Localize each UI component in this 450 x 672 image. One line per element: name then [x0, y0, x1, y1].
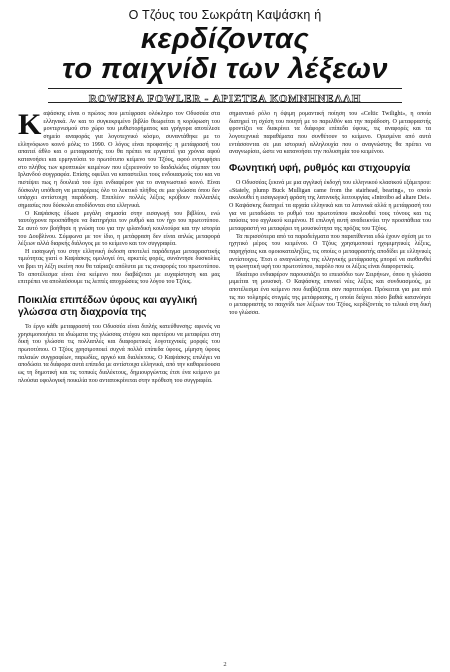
paragraph-text: αψάσκης είναι ο πρώτος που μετέφρασε ολόκληρο τον Οδυσσέα στα ελληνικά. Αν και το συγκεκριμένο βιβλίο θεωρείται η κορύφωση του μοντερνισμού στο χώρο του μυθιστορήματος και γρήγορα αποτέλεσε σημείο αναφοράς για λογοτεχνικό κόσμο, συναντάθηκε με το ελληνόφωνο κοινό μόλις το 1990. Ο λόγος είναι προφανής: η μετάφρασή του απαιτεί άθλο και ο μεταφραστής του θα πρέπει να εργαστεί για χρόνια αφού κατανοήσει και ερμηνεύσει το πρωτότυπο κείμενο του Τζόυς, αφού εντρυφήσει στο πλήθος των κρυπτικών κειμένων που εξερευνούν το δαιδαλώδες σύμπαν του Ιρλανδού συγγραφέα. Επίσης οφείλει να καταστείλει τους ενδοιασμούς του και να πιστέψει πως η δουλειά του έχει ενδιαφέρον για το αναγνωστικό κοινό. Είναι δύσκολη υπόθεση να μεταφέρεις όλο το λεκτικό πλήθος σε μια γλώσσα όπου δεν υπάρχει αντίστοιχη παράδοση. Επιπλέον πολλές λέξεις κρύβουν πολλαπλές σημασίες που δύσκολα αποδίδονται στα ελληνικά. [18, 111, 220, 209]
article-kicker: Ο Τζόυς του Σωκράτη Καψάσκη ή [128, 8, 322, 22]
byline-bar [48, 88, 402, 103]
byline: ROWENA FOWLER - ΑΡΙΣΤΕΑ ΚΟΜΝΗΝΕΛΛΗ [88, 93, 362, 103]
paragraph: Ο Καψάσκης έδωσε μεγάλη σημασία στην εισαγωγή του βιβλίου, ενώ ταυτόχρονα προσπάθησε να διατηρήσει τον ρυθμό και τον ήχο του πρωτοτύπου. Σε αυτό τον βοήθησε η γνώση του για την ιρλανδική κουλτούρα και την ιστορία του Δουβλίνου. Σύμφωνα με τον ίδιο, η μετάφραση δεν είναι απλώς μεταφορά λέξεων αλλά διαρκής διάλογος με το κείμενο και τον συγγραφέα. [18, 210, 220, 248]
paragraph [18, 108, 220, 211]
paragraph: Ιδιαίτερο ενδιαφέρον παρουσιάζει το επεισόδιο των Σειρήνων, όπου η γλώσσα μιμείται τη μουσική. Ο Καψάσκης επινοεί νέες λέξεις και συνδυασμούς, με αποτέλεσμα ένα κείμενο που διαβάζεται σαν παρτιτούρα. Πρόκειται για μια από τις πιο τολμηρές στιγμές της μετάφρασης, η οποία δείχνει πόσο βαθιά κατανόησε ο μεταφραστής το παιχνίδι των λέξεων του Τζόυς, κερδίζοντάς το τελικά στη δική του γλώσσα. [229, 271, 431, 317]
section-heading: Ποικιλία επιπέδων ύφους και αγγλική γλώσσα στη διαχρονία της [18, 295, 198, 319]
paragraph: Το έργο κάθε μεταφραστή του Οδυσσέα είναι διπλής κατεύθυνσης: αφενός να χρησιμοποιήσει τα ιδιώματα της γλώσσας στόχου και αφετέρου να μεταφέρει στη δική του γλώσσα τις πολλαπλές και διαφορετικές λογοτεχνικές μορφές του πρωτοτύπου. Ο Τζόυς χρησιμοποιεί συχνά πολλά επίπεδα ύφους, μίμηση ύφους παλαιών συγγραφέων, παρωδίες, αργκό και διαλέκτους. Ο Καψάσκης επιλέγει να αποδώσει τα διάφορα αυτά επίπεδα με αντίστοιχα ελληνικά, από την καθαρεύουσα ως τη δημοτική και τις τοπικές διαλέκτους, δημιουργώντας έτσι ένα κείμενο με πλούσια υφολογική ποικιλία που ανταποκρίνεται στην πρόθεση του συγγραφέα. [18, 324, 220, 384]
article-title [18, 24, 432, 84]
paragraph: Τα περισσότερα από τα παραδείγματα που παρατίθενται εδώ έχουν σχέση με το ηχητικό μέρος του κειμένου. Ο Τζόυς χρησιμοποιεί ηχομιμητικές λέξεις, παρηχήσεις και ομοιοκαταληξίες, τις οποίες ο μεταφραστής αποδίδει με ελληνικές αντίστοιχες. Έτσι ο αναγνώστης της ελληνικής μετάφρασης μπορεί να αισθανθεί τη φωνητική υφή του πρωτοτύπου, παρόλο που οι λέξεις είναι διαφορετικές. [229, 233, 431, 271]
column-left [18, 108, 220, 385]
column-right [229, 111, 431, 385]
article-body [18, 108, 432, 385]
paragraph: Η εισαγωγή του στην ελληνική έκδοση αποτελεί παράδειγμα μεταφραστικής τιμιότητας γιατί ο Καψάσκης ομολογεί ότι, αρκετές φορές, συνάντησε δυσκολίες να βρει τη λέξη εκείνη που θα ταίριαζε απόλυτα με τις αναφορές του πρωτοτύπου. Το αποτέλεσμα είναι ένα κείμενο που διαβάζεται με ευχαρίστηση και μας επιτρέπει να απολαύσουμε τις λεπτές αποχρώσεις του λόγου του Τζόυς. [18, 248, 220, 286]
section-heading: Φωνητική υφή, ρυθμός και στιχουργία [229, 162, 411, 174]
title-line-1: κερδίζοντας [140, 23, 310, 55]
paragraph: σημαντικό ρόλο η όψιμη ρομαντική ποίηση του «Celtic Twilight», η οποία διατηρεί τη σχέση του ποιητή με το παρελθόν και την παράδοση. Ο μεταφραστής φροντίζει να διακρίνει τα διάφορα επίπεδα ύφους, τις αναφορές και τα λογοτεχνικά παραθέματα που συνθέτουν το κείμενο. Ορισμένα από αυτά εντάσσονται σε μια ιστορική αλληλουχία που ο αναγνώστης θα πρέπει να αναγνωρίσει, ώστε να κατανοήσει την πολυσημία του κειμένου. [229, 111, 431, 156]
drop-cap: Κ [18, 108, 42, 141]
title-line-2: το παιχνίδι των λέξεων [62, 53, 388, 85]
page-number: 2 [223, 661, 227, 668]
paragraph: Ο Οδυσσέας ξεκινά με μια αγγλική έκδοχή του ελληνικού κλασικού εξάμετρου: «Stately, plump Buck Mulligan came from the stairhead, bearing», το οποίο ακολουθεί η εισαγωγική φράση της λατινικής λειτουργίας «Introibo ad altare Dei». Ο Καψάσκης διατηρεί τα αρχαία ελληνικά και τα λατινικά αλλά η μετάφρασή του για να μεταδώσει το ρυθμό του πρωτοτύπου ακολουθεί τους τόνους και τις παύσεις του αγγλικού κειμένου. Η επιλογή αυτή αναδεικνύει την προσπάθεια του μεταφραστή να μεταφέρει τη μουσικότητα της πρόζας του Τζόυς. [229, 179, 431, 232]
